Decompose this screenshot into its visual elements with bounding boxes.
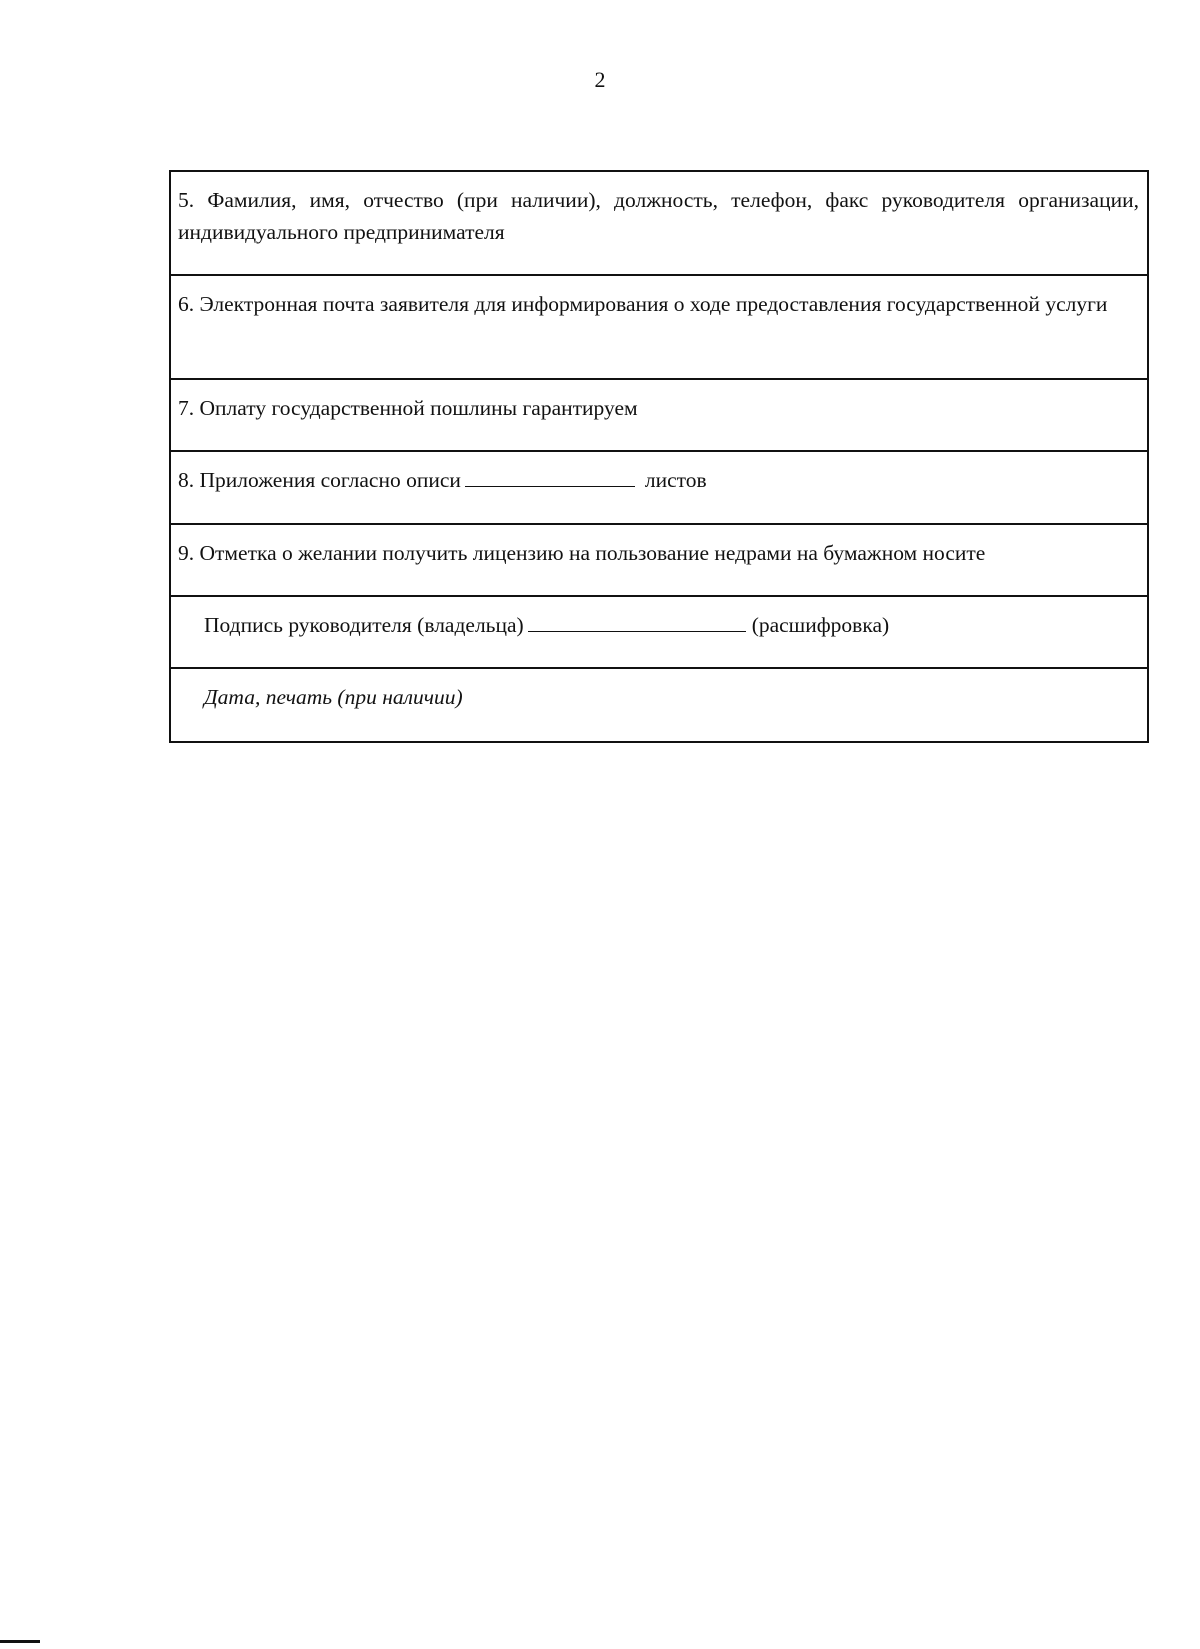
sheets-count-blank[interactable] [465,466,635,487]
form-row-item-9 [171,525,1147,597]
item-9-text: 9. Отметка о желании получить лицензию на пользование недрами на бумажном носите [178,541,986,565]
item-6-text: 6. Электронная почта заявителя для информирования о ходе предоставления государственной услуги [178,292,1108,316]
form-row-item-8 [171,452,1147,525]
date-stamp-label: Дата, печать (при наличии) [204,685,463,709]
scan-edge-mark [0,1640,40,1643]
application-form-table [169,170,1149,743]
form-row-item-6 [171,276,1147,380]
page-number: 2 [594,67,606,92]
item-7-text: 7. Оплату государственной пошлины гарантируем [178,396,638,420]
item-8-suffix: листов [644,468,707,492]
form-row-date-stamp [171,669,1147,741]
signature-decoding: (расшифровка) [751,613,890,637]
form-row-item-7 [171,380,1147,452]
form-row-item-5 [171,172,1147,276]
signature-blank[interactable] [528,611,746,632]
signature-label: Подпись руководителя (владельца) [204,613,524,637]
item-8-prefix: 8. Приложения согласно описи [178,468,461,492]
item-5-text: 5. Фамилия, имя, отчество (при наличии), должность, телефон, факс руководителя организации, индивидуального предпринимателя [178,188,1139,244]
form-row-signature [171,597,1147,669]
